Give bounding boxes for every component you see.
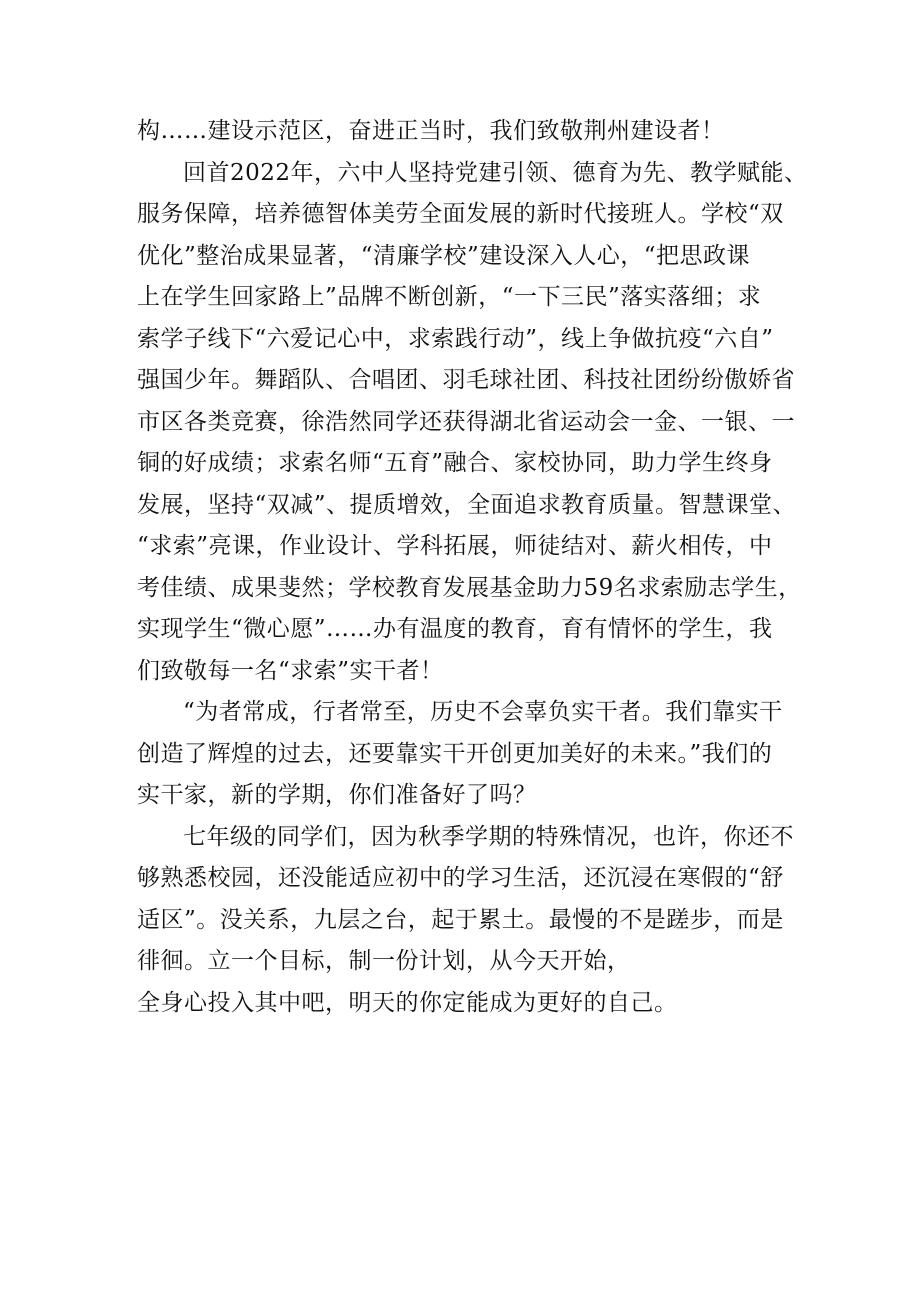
text-line-9: 铜的好成绩；求索名师“五育”融合、家校协同，助力学生终身 [137, 450, 773, 476]
text-line-20: 适区”。没关系，九层之台，起于累土。最慢的不是蹉步，而是 [137, 906, 784, 933]
text-line-18: 七年级的同学们，因为秋季学期的特殊情况，也许，你还不 [183, 823, 794, 850]
text-line-2: 回首2022年，六中人坚持党建引领、德育为先、教学赋能、 [183, 159, 808, 186]
text-line-15: “为者常成，行者常至，历史不会辜负实干者。我们靠实干 [183, 699, 783, 725]
text-line-7: 强国少年。舞蹈队、合唱团、羽毛球社团、科技社团纷纷傲娇省 [137, 367, 795, 393]
text-line-14: 们致敬每一名“求索”实干者！ [137, 657, 444, 684]
text-line-12: 考佳绩、成果斐然；学校教育发展基金助力59名求索励志学生， [137, 574, 802, 601]
text-line-5: 上在学生回家路上”品牌不断创新，“一下三民”落实落细；求 [137, 284, 762, 310]
text-line-3: 服务保障，培养德智体美劳全面发展的新时代接班人。学校“双 [137, 201, 784, 227]
text-line-6: 索学子线下“六爱记心中，求索践行动”，线上争做抗疫“六自” [137, 325, 774, 352]
text-line-19: 够熟悉校园，还没能适应初中的学习生活，还沉浸在寒假的“舒 [137, 865, 784, 891]
text-line-17: 实干家，新的学期，你们准备好了吗？ [137, 782, 537, 808]
text-line-1: 构……建设示范区，奋进正当时，我们致敬荆州建设者！ [137, 118, 725, 144]
text-line-22: 全身心投入其中吧，明天的你定能成为更好的自己。 [137, 989, 678, 1016]
text-line-16: 创造了辉煌的过去，还要靠实干开创更加美好的未来。”我们的 [137, 740, 773, 767]
text-line-13: 实现学生“微心愿”……办有温度的教育，育有情怀的学生，我 [137, 616, 773, 642]
text-line-8: 市区各类竞赛，徐浩然同学还获得湖北省运动会一金、一银、一 [137, 408, 795, 435]
text-line-11: “求索”亮课，作业设计、学科拓展，师徒结对、薪火相传，中 [137, 533, 773, 559]
text-line-4: 优化”整治成果显著，“清廉学校”建设深入人心，“把思政课 [137, 242, 751, 269]
text-line-21: 徘徊。立一个目标，制一份计划，从今天开始， [137, 948, 631, 974]
document-body [137, 111, 808, 1024]
text-line-10: 发展，坚持“双减”、提质增效，全面追求教育质量。智慧课堂、 [137, 491, 797, 518]
